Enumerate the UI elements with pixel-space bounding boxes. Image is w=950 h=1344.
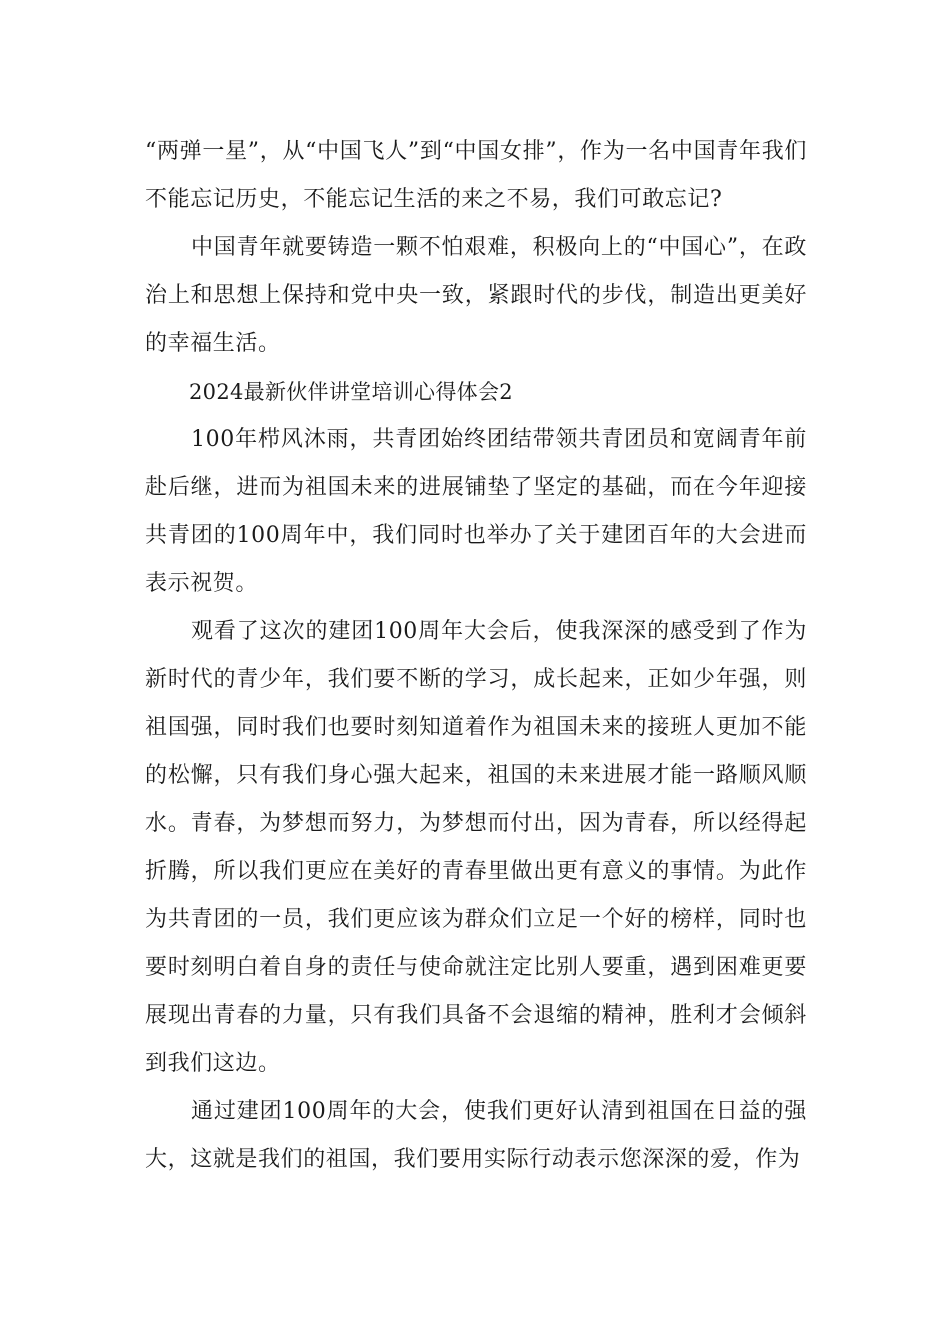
paragraph-continued: “两弹一星”，从“中国飞人”到“中国女排”，作为一名中国青年我们不能忘记历史，不能忘记生活的来之不易，我们可敢忘记? (145, 139, 807, 212)
paragraph-watched-conference: 观看了这次的建团100周年大会后，使我深深的感受到了作为新时代的青少年，我们要不断的学习，成长起来，正如少年强，则祖国强，同时我们也要时刻知道着作为祖国未来的接班人更加不能的松懈，只有我们身心强大起来，祖国的未来进展才能一路顺风顺水。青春，为梦想而努力，为梦想而付出，因为青春，所以经得起折腾，所以我们更应在美好的青春里做出更有意义的事情。为此作为共青团的一员，我们更应该为群众们立足一个好的榜样，同时也要时刻明白着自身的责任与使命就注定比别人要重，遇到困难更要展现出青春的力量，只有我们具备不会退缩的精神，胜利才会倾斜到我们这边。 (145, 619, 807, 1076)
paragraph-100-years: 100年栉风沐雨，共青团始终团结带领共青团员和宽阔青年前赴后继，进而为祖国未来的进展铺垫了坚定的基础，而在今年迎接共青团的100周年中，我们同时也举办了关于建团百年的大会进而表示祝贺。 (145, 427, 807, 596)
paragraph-china-heart: 中国青年就要铸造一颗不怕艰难，积极向上的“中国心”，在政治上和思想上保持和党中央一致，紧跟时代的步伐，制造出更美好的幸福生活。 (145, 235, 807, 356)
paragraph-through-conference: 通过建团100周年的大会，使我们更好认清到祖国在日益的强大，这就是我们的祖国，我们要用实际行动表示您深深的爱，作为 (145, 1099, 807, 1172)
section-heading: 2024最新伙伴讲堂培训心得体会2 (189, 380, 513, 404)
document-body (145, 128, 807, 1184)
